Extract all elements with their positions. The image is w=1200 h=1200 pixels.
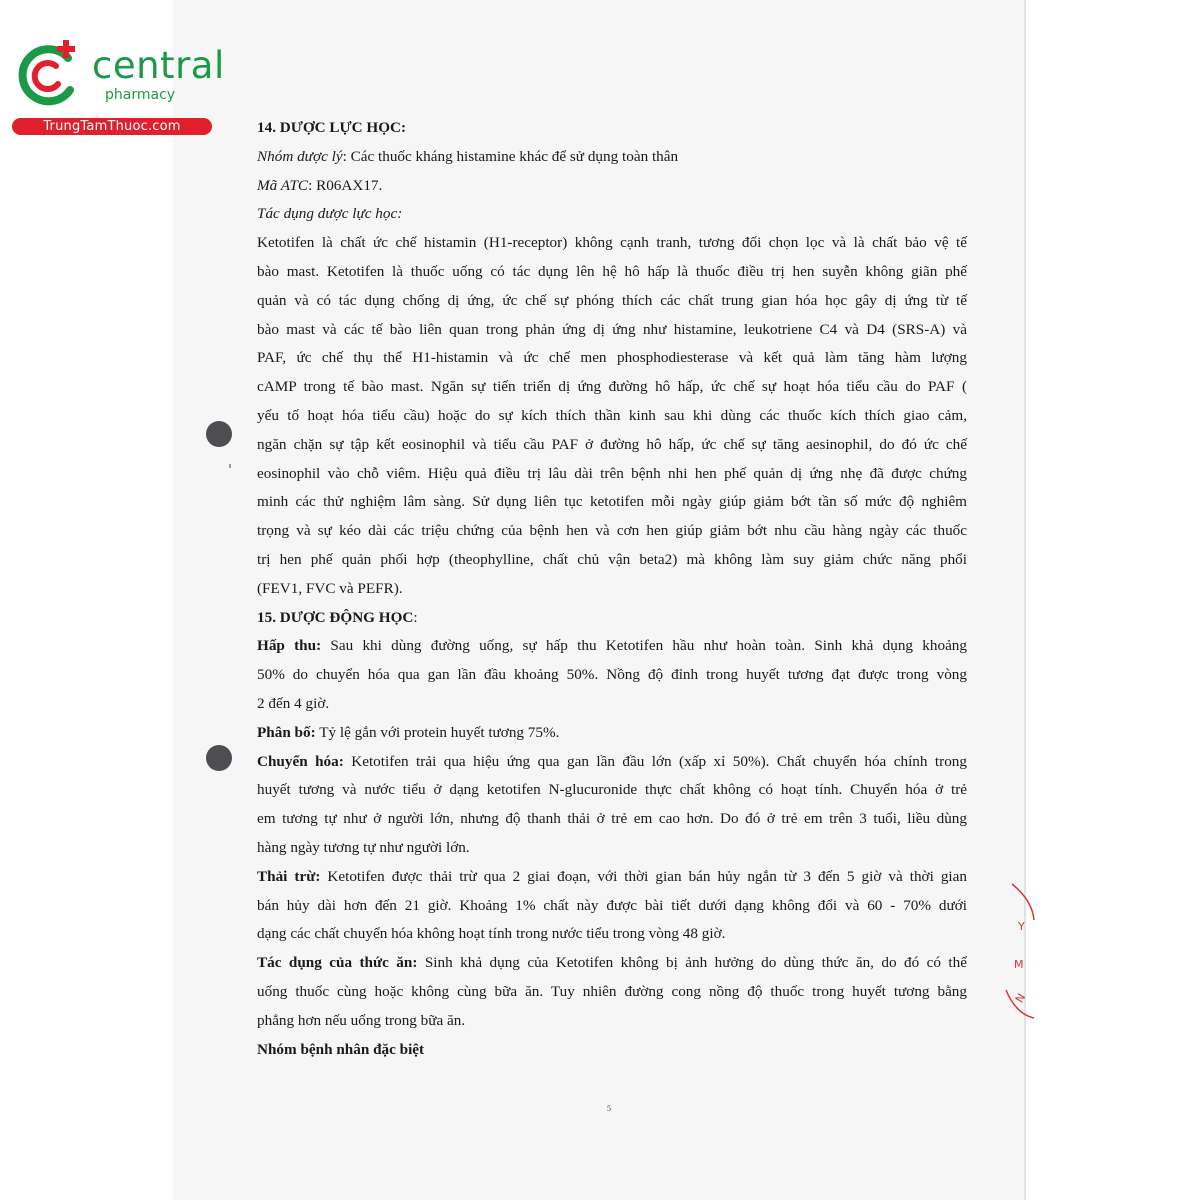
svg-text:M: M: [1014, 958, 1024, 971]
text-line: 50% do chuyển hóa qua gan lần đầu khoảng 50%. Nồng độ đỉnh trong huyết tương đạt được trong vòng: [257, 666, 967, 684]
text-line: Ketotifen là chất ức chế histamin (H1-receptor) không cạnh tranh, tương đối chọn lọc và là chất bảo vệ tế: [257, 234, 967, 252]
svg-text:Y: Y: [1018, 920, 1025, 933]
section-14-heading: 14. DƯỢC LỰC HỌC:: [257, 119, 407, 136]
text-line: ngăn chặn sự tập kết eosinophil và tiểu cầu PAF ở đường hô hấp, ức chế sự tăng aesinophil, do đó ức chế: [257, 435, 967, 453]
text-line: dạng các chất chuyển hóa không hoạt tính trong nước tiểu trong vòng 48 giờ.: [257, 925, 726, 943]
text-line: huyết tương và nước tiểu ở dạng ketotifen N-glucuronide thực chất không có hoạt tính. Chuyển hóa ở trẻ: [257, 781, 967, 799]
text-line: PAF, ức chế thụ thể H1-histamin và ức chế men phosphodiesterase và kết quả làm tăng hàm lượng: [257, 349, 967, 367]
text-line: trị hen phế quản phối hợp (theophylline, chất chủ vận beta2) mà không làm suy giảm chức năng phổi: [257, 550, 967, 568]
section-15-heading: 15. DƯỢC ĐỘNG HỌC:: [257, 608, 418, 626]
stamp-icon: [1004, 880, 1038, 1020]
scan-speck: [229, 464, 231, 468]
text-line: em tương tự như ở người lớn, nhưng độ thanh thải ở trẻ em cao hơn. Do đó ở trẻ em trên 3 tuổi, liều dùng: [257, 810, 967, 828]
text-line: yếu tố hoạt hóa tiểu cầu) hoặc do sự kích thích thần kinh sau khi dùng các thuốc kích thích giao cảm,: [257, 406, 967, 424]
page-number: 5: [607, 1104, 611, 1113]
text-line: phẳng hơn nếu uống trong bữa ăn.: [257, 1011, 466, 1029]
elimination-paragraph: Thải trừ: Ketotifen được thải trừ qua 2 giai đoạn, với thời gian bán hủy ngắn từ 3 đến 5 giờ và thời gian: [257, 867, 967, 885]
brand-url: TrungTamThuoc.com: [12, 118, 212, 135]
pharmacy-logo-icon: [8, 36, 88, 116]
svg-text:N: N: [1012, 991, 1029, 1005]
brand-name: central: [92, 44, 225, 87]
text-line: eosinophil vào chỗ viêm. Hiệu quả điều trị lâu dài trên bệnh nhi hen phế quản dị ứng nhẹ đã được chứng: [257, 464, 967, 482]
text-line: cAMP trong tế bào mast. Ngăn sự tiến triển dị ứng đường hô hấp, ức chế sự hoạt hóa tiểu cầu do PAF (: [257, 378, 967, 396]
text-line: uống thuốc cùng hoặc không cùng bữa ăn. Tuy nhiên đường cong nồng độ thuốc trong huyết tương bằng: [257, 982, 967, 1000]
brand-subtitle: pharmacy: [105, 87, 176, 103]
pharmacodynamics-label: Tác dụng dược lực học:: [257, 205, 403, 223]
text-line: (FEV1, FVC và PEFR).: [257, 579, 403, 597]
page-edge: [1024, 0, 1026, 1200]
text-line: bào mast và các tế bào liên quan trong phản ứng dị ứng như histamine, leukotriene C4 và D4 (SRS-A) và: [257, 320, 967, 338]
text-line: trọng và sự kéo dài các triệu chứng của bệnh hen và cơn hen giúp giảm bớt nhu cầu hàng ngày các thuốc: [257, 522, 967, 540]
absorption-paragraph: Hấp thu: Sau khi dùng đường uống, sự hấp thu Ketotifen hầu như hoàn toàn. Sinh khả dụng khoảng: [257, 637, 967, 655]
pharmacological-group: Nhóm dược lý: Các thuốc kháng histamine khác để sử dụng toàn thân: [257, 147, 679, 165]
text-line: bào mast. Ketotifen là thuốc uống có tác dụng lên hệ hô hấp là thuốc điều trị hen suyễn không giãn phế: [257, 262, 967, 280]
text-line: minh các thử nghiệm lâm sàng. Sử dụng liên tục ketotifen mỗi ngày giúp giảm bớt tần số mức độ nghiêm: [257, 493, 967, 511]
food-effect-paragraph: Tác dụng của thức ăn: Sinh khả dụng của Ketotifen không bị ảnh hưởng do dùng thức ăn, do đó có thể: [257, 954, 967, 972]
metabolism-paragraph: Chuyển hóa: Ketotifen trải qua hiệu ứng qua gan lần đầu lớn (xấp xỉ 50%). Chất chuyển hóa chính trong: [257, 752, 967, 770]
brand-logo: [8, 36, 223, 136]
binder-hole-top: [206, 421, 232, 447]
binder-hole-bottom: [206, 745, 232, 771]
text-line: bán hủy dài hơn đến 21 giờ. Khoảng 1% chất này được bài tiết dưới dạng không đổi và 60 - 70% dưới: [257, 896, 967, 914]
atc-code: Mã ATC: R06AX17.: [257, 176, 383, 194]
distribution-paragraph: Phân bố: Tỷ lệ gắn với protein huyết tương 75%.: [257, 723, 560, 741]
document-body: [257, 114, 967, 1064]
special-populations-heading: Nhóm bệnh nhân đặc biệt: [257, 1040, 425, 1058]
text-line: quản và có tác dụng chống dị ứng, ức chế sự phóng thích các chất trung gian hóa học gây dị ứng từ tế: [257, 291, 967, 309]
text-line: hàng ngày tương tự như người lớn.: [257, 838, 470, 856]
text-line: 2 đến 4 giờ.: [257, 694, 330, 712]
